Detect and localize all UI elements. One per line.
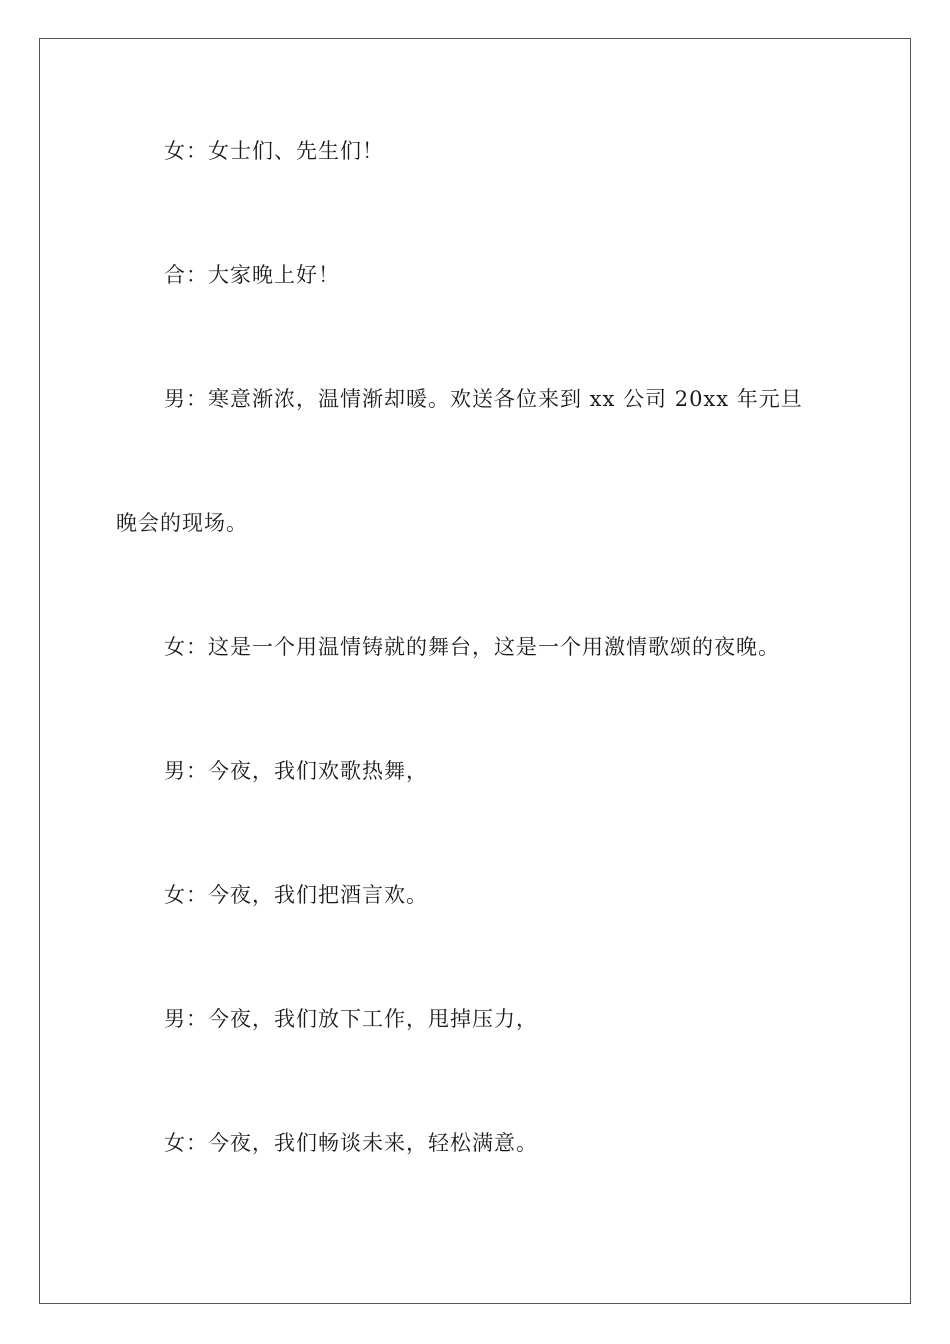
script-line-female-future: 女：今夜，我们畅谈未来，轻松满意。	[164, 1131, 538, 1155]
script-line-male-welcome: 男：寒意渐浓，温情渐却暖。欢送各位来到 xx 公司 20xx 年元旦	[164, 387, 803, 411]
script-line-male-welcome-continued: 晚会的现场。	[116, 511, 248, 535]
script-line-together-greeting: 合：大家晚上好！	[164, 263, 340, 287]
script-line-female-greeting: 女：女士们、先生们！	[164, 139, 384, 163]
page-frame	[39, 38, 911, 1304]
script-line-male-dance: 男：今夜，我们欢歌热舞，	[164, 759, 428, 783]
script-line-male-relax: 男：今夜，我们放下工作，甩掉压力，	[164, 1007, 538, 1031]
script-line-female-stage: 女：这是一个用温情铸就的舞台，这是一个用激情歌颂的夜晚。	[164, 635, 780, 659]
script-line-female-toast: 女：今夜，我们把酒言欢。	[164, 883, 428, 907]
